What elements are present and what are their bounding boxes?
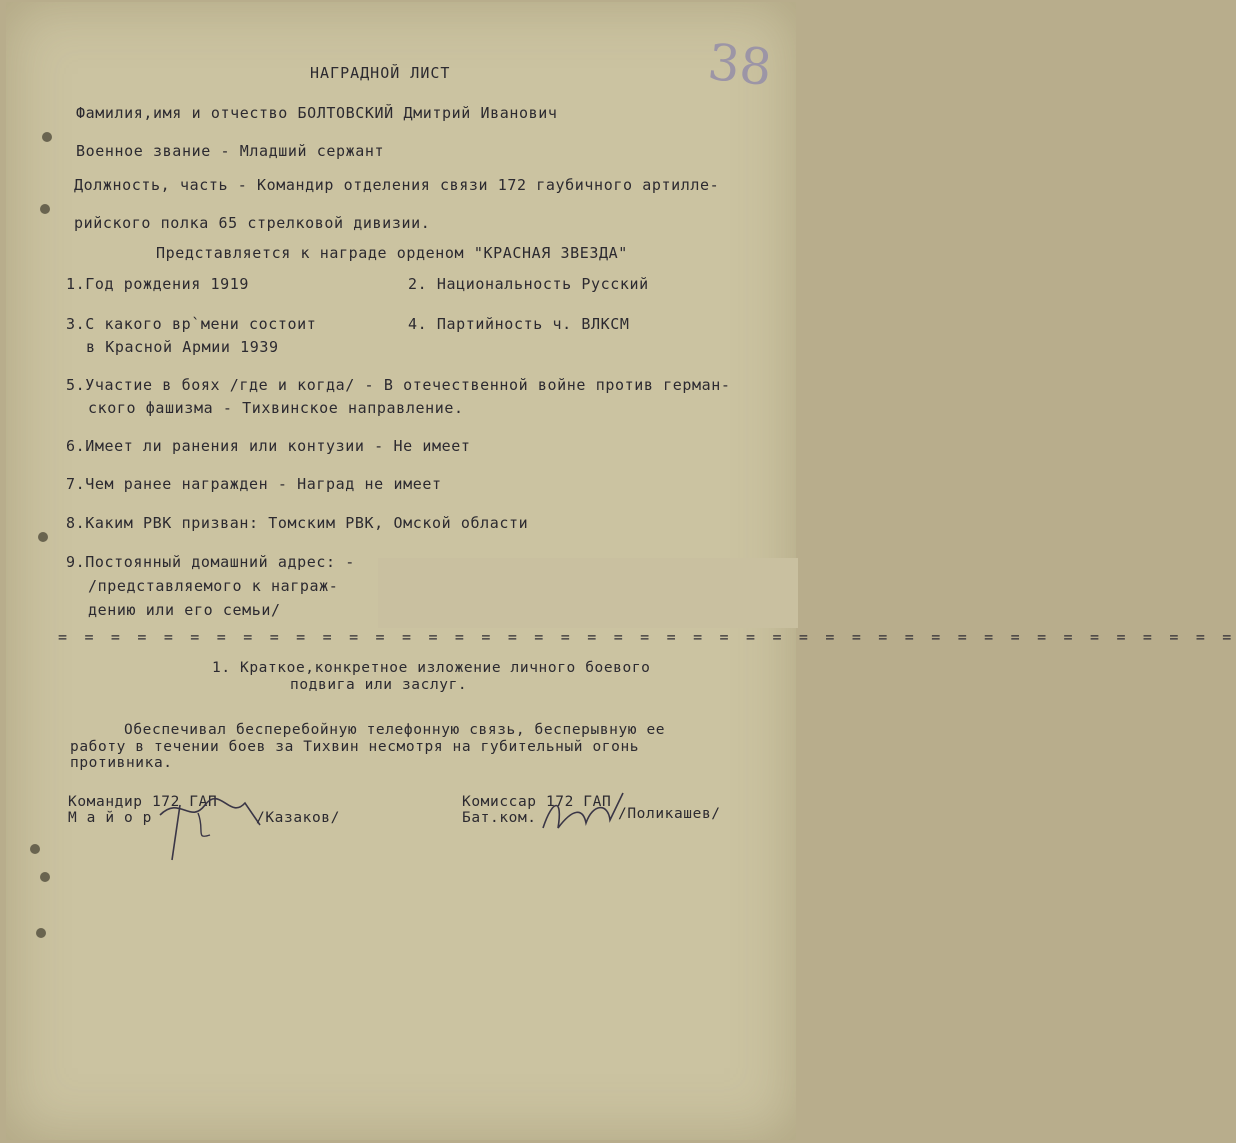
item-5-line-1: 5.Участие в боях /где и когда/ - В отечественной войне против герман- [66,376,731,394]
signature-right-name: /Поликашев/ [618,806,721,822]
section-1-line-1: 1. Краткое,конкретное изложение личного боевого [212,660,651,676]
binding-hole [42,132,52,142]
award-line: Представляется к награде орденом "КРАСНАЯ ЗВЕЗДА" [156,244,628,262]
item-9-line-1: 9.Постоянный домашний адрес: - [66,553,355,571]
section-1-line-2: подвига или заслуг. [290,677,468,693]
archive-number: 38 [705,32,775,98]
binding-hole [40,204,50,214]
position-line-1: Должность, часть - Командир отделения связи 172 гаубичного артилле- [74,176,720,194]
item-3-line-1: 3.С какого вр`мени состоит [66,315,317,333]
right-handwritten-signature [538,788,638,838]
item-1: 1.Год рождения 1919 [66,275,249,293]
item-4: 4. Партийность ч. ВЛКСМ [408,315,630,333]
redacted-address [378,558,798,628]
binding-hole [30,844,40,854]
item-9-line-3: дению или его семьи/ [88,601,281,619]
rank-line: Военное звание - Младший сержант [76,142,385,160]
item-6: 6.Имеет ли ранения или контузии - Не имеет [66,437,471,455]
binding-hole [40,872,50,882]
binding-hole [36,928,46,938]
item-9-line-2: /представляемого к награж- [88,577,339,595]
signature-left-rank: М а й о р [68,810,152,826]
item-2: 2. Национальность Русский [408,275,649,293]
section-divider: = = = = = = = = = = = = = = = = = = = = = = = = = = = = = = = = = = = = = = = = = = = = = [58,628,1236,646]
signature-right-title: Комиссар 172 ГАП [462,794,612,810]
item-8: 8.Каким РВК призван: Томским РВК, Омской области [66,514,529,532]
position-line-2: рийского полка 65 стрелковой дивизии. [74,214,431,232]
document-title: НАГРАДНОЙ ЛИСТ [310,64,451,82]
item-7: 7.Чем ранее награжден - Наград не имеет [66,475,442,493]
merit-text-line-3: противника. [70,755,173,771]
signature-right-rank: Бат.ком. [462,810,537,826]
signature-left-title: Командир 172 ГАП [68,794,218,810]
binding-hole [38,532,48,542]
item-5-line-2: ского фашизма - Тихвинское направление. [88,399,464,417]
left-handwritten-signature [150,785,270,865]
merit-text-line-1: Обеспечивал бесперебойную телефонную связь, бесперывную ее [124,722,666,738]
item-3-line-2: в Красной Армии 1939 [86,338,279,356]
name-line: Фамилия,имя и отчество БОЛТОВСКИЙ Дмитрий Иванович [76,104,558,122]
signature-left-name: /Казаков/ [256,810,340,826]
merit-text-line-2: работу в течении боев за Тихвин несмотря на губительный огонь [70,739,640,755]
